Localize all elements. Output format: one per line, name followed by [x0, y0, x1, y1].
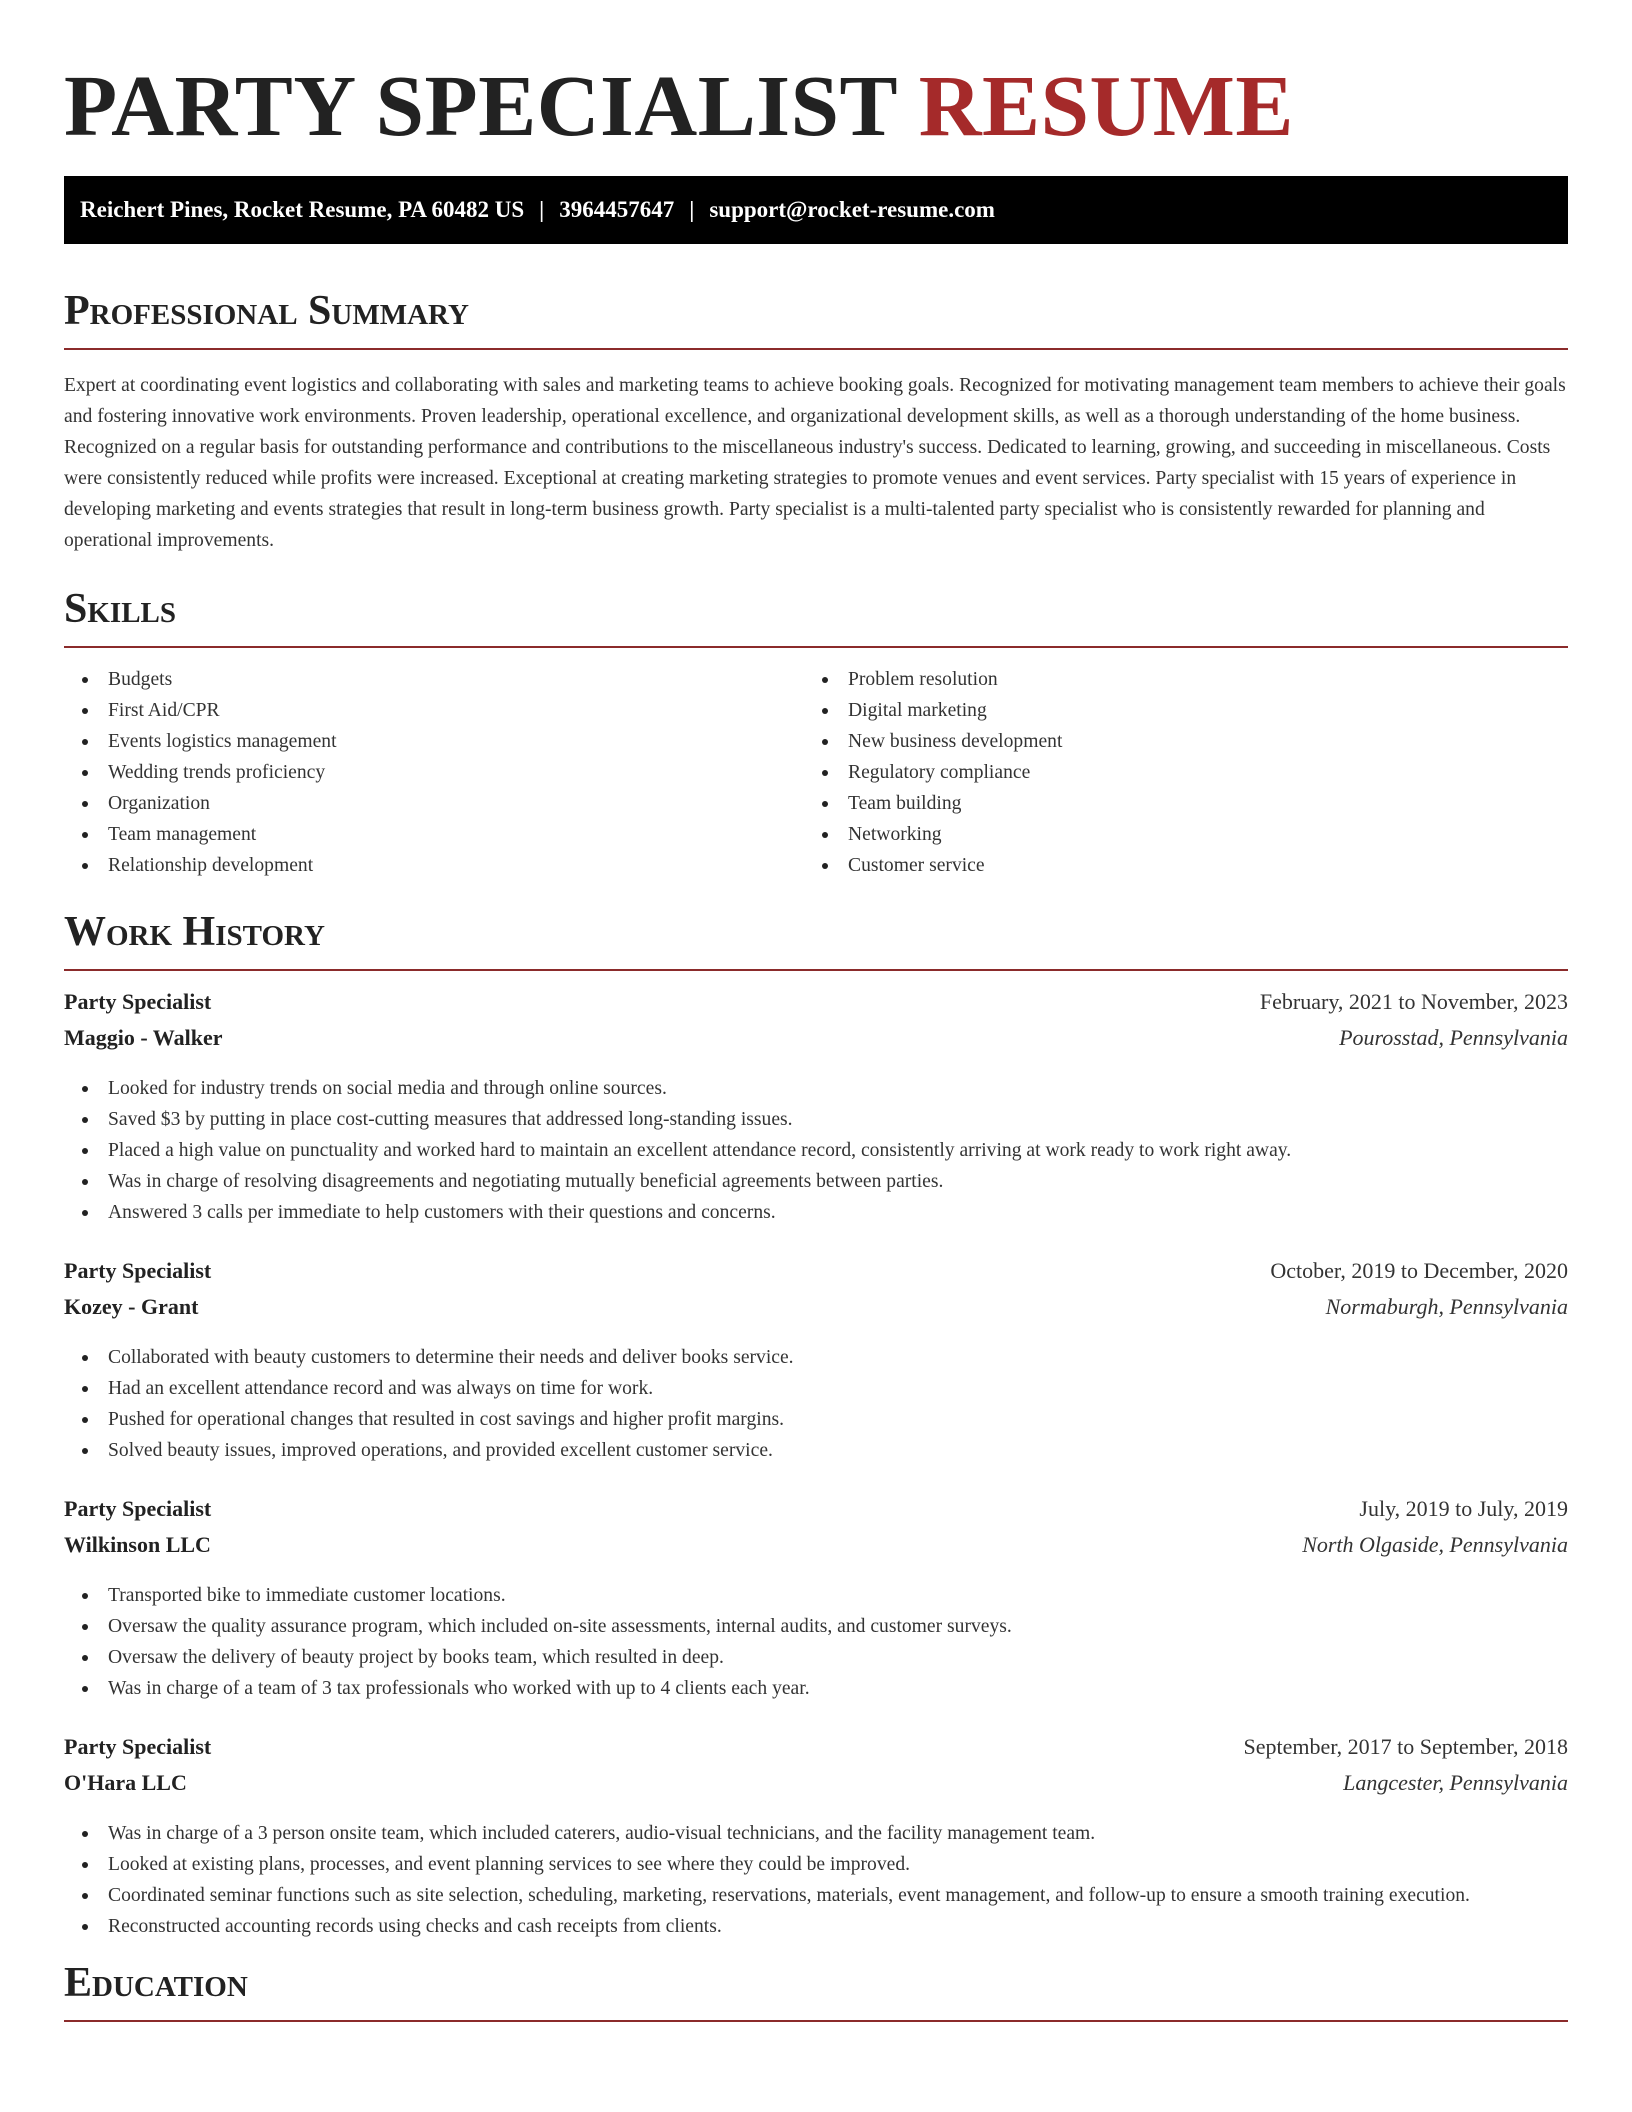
- section-title-work-history: Work History: [64, 909, 1568, 971]
- job-header-row: [64, 1496, 1568, 1532]
- contact-separator: |: [539, 197, 545, 222]
- skill-item: Digital marketing: [804, 695, 1544, 726]
- job-entry: [64, 1734, 1568, 1942]
- skills-list: [64, 664, 1568, 881]
- job-title: Party Specialist: [64, 1734, 212, 1759]
- skill-item: First Aid/CPR: [64, 695, 804, 726]
- job-dates: February, 2021 to November, 2023: [1259, 989, 1568, 1014]
- resume-title: [64, 0, 1568, 156]
- job-company: Maggio - Walker: [64, 1025, 223, 1050]
- skill-item: Networking: [804, 819, 1544, 850]
- job-bullet: Solved beauty issues, improved operations, and provided excellent customer service.: [64, 1435, 1568, 1466]
- section-title-skills: Skills: [64, 586, 1568, 648]
- section-title-summary: Professional Summary: [64, 288, 1568, 350]
- job-bullet: Oversaw the quality assurance program, which included on-site assessments, internal audits, and customer surveys.: [64, 1611, 1568, 1642]
- job-bullet: Looked at existing plans, processes, and event planning services to see where they could be improved.: [64, 1849, 1568, 1880]
- job-bullet: Was in charge of a 3 person onsite team, which included caterers, audio-visual technicians, and the facility management team.: [64, 1818, 1568, 1849]
- job-company: O'Hara LLC: [64, 1770, 187, 1795]
- job-entry: [64, 989, 1568, 1228]
- job-bullet: Was in charge of resolving disagreements and negotiating mutually beneficial agreements between parties.: [64, 1166, 1568, 1197]
- job-dates: September, 2017 to September, 2018: [1243, 1734, 1568, 1759]
- job-bullet: Placed a high value on punctuality and worked hard to maintain an excellent attendance record, consistently arriving at work ready to work right away.: [64, 1135, 1568, 1166]
- job-bullet: Oversaw the delivery of beauty project by books team, which resulted in deep.: [64, 1642, 1568, 1673]
- section-title-education: Education: [64, 1960, 1568, 2022]
- job-title: Party Specialist: [64, 1258, 212, 1283]
- job-bullet: Was in charge of a team of 3 tax professionals who worked with up to 4 clients each year.: [64, 1673, 1568, 1704]
- job-bullet: Looked for industry trends on social media and through online sources.: [64, 1073, 1568, 1104]
- job-bullets: [64, 1073, 1568, 1228]
- skill-item: Problem resolution: [804, 664, 1544, 695]
- contact-phone[interactable]: 3964457647: [559, 197, 675, 222]
- skill-item: Regulatory compliance: [804, 757, 1544, 788]
- job-location: Pourosstad, Pennsylvania: [1339, 1025, 1568, 1050]
- job-title: Party Specialist: [64, 1496, 212, 1521]
- job-location: Langcester, Pennsylvania: [1343, 1770, 1568, 1795]
- skill-item: Team management: [64, 819, 804, 850]
- skill-item: Relationship development: [64, 850, 804, 881]
- resume-page: [64, 0, 1568, 2022]
- skills-column-right: [804, 664, 1544, 881]
- contact-bar: [64, 176, 1568, 244]
- job-bullet: Pushed for operational changes that resulted in cost savings and higher profit margins.: [64, 1404, 1568, 1435]
- skill-item: New business development: [804, 726, 1544, 757]
- job-entry: [64, 1258, 1568, 1466]
- summary-text: Expert at coordinating event logistics and collaborating with sales and marketing teams to achieve booking goals. Recognized for motivating management team members to achieve their goals and fostering innovative work environments. Proven leadership, operational excellence, and organizational development skills, as well as a thorough understanding of the home business. Recognized on a regular basis for outstanding performance and contributions to the miscellaneous industry's success. Dedicated to learning, growing, and succeeding in miscellaneous. Costs were consistently reduced while profits were increased. Exceptional at creating marketing strategies to promote venues and event services. Party specialist with 15 years of experience in developing marketing and events strategies that result in long-term business growth. Party specialist is a multi-talented party specialist who is consistently rewarded for planning and operational improvements.: [64, 375, 1566, 551]
- job-bullet: Saved $3 by putting in place cost-cutting measures that addressed long-standing issues.: [64, 1104, 1568, 1135]
- job-company: Wilkinson LLC: [64, 1532, 211, 1557]
- skill-item: Budgets: [64, 664, 804, 695]
- job-subheader-row: [64, 1025, 1568, 1061]
- job-company: Kozey - Grant: [64, 1294, 199, 1319]
- job-bullets: [64, 1580, 1568, 1704]
- contact-email[interactable]: support@rocket-resume.com: [709, 197, 995, 222]
- job-location: Normaburgh, Pennsylvania: [1325, 1294, 1568, 1319]
- job-bullet: Coordinated seminar functions such as site selection, scheduling, marketing, reservations, materials, event management, and follow-up to ensure a smooth training execution.: [64, 1880, 1568, 1911]
- job-subheader-row: [64, 1770, 1568, 1806]
- job-bullet: Answered 3 calls per immediate to help customers with their questions and concerns.: [64, 1197, 1568, 1228]
- skill-item: Wedding trends proficiency: [64, 757, 804, 788]
- job-title: Party Specialist: [64, 989, 212, 1014]
- job-subheader-row: [64, 1532, 1568, 1568]
- job-location: North Olgaside, Pennsylvania: [1302, 1532, 1568, 1557]
- skill-item: Team building: [804, 788, 1544, 819]
- title-main: PARTY SPECIALIST: [64, 57, 897, 154]
- job-bullets: [64, 1818, 1568, 1942]
- contact-address: Reichert Pines, Rocket Resume, PA 60482 US: [80, 197, 525, 222]
- job-subheader-row: [64, 1294, 1568, 1330]
- job-dates: October, 2019 to December, 2020: [1270, 1258, 1568, 1283]
- skill-item: Events logistics management: [64, 726, 804, 757]
- job-bullet: Reconstructed accounting records using checks and cash receipts from clients.: [64, 1911, 1568, 1942]
- skills-column-left: [64, 664, 804, 881]
- skill-item: Customer service: [804, 850, 1544, 881]
- job-dates: July, 2019 to July, 2019: [1359, 1496, 1568, 1521]
- title-accent: RESUME: [918, 57, 1294, 154]
- contact-separator: |: [689, 197, 695, 222]
- job-header-row: [64, 1258, 1568, 1294]
- skill-item: Organization: [64, 788, 804, 819]
- job-header-row: [64, 989, 1568, 1025]
- job-bullet: Transported bike to immediate customer locations.: [64, 1580, 1568, 1611]
- job-header-row: [64, 1734, 1568, 1770]
- job-bullet: Collaborated with beauty customers to determine their needs and deliver books service.: [64, 1342, 1568, 1373]
- job-bullet: Had an excellent attendance record and was always on time for work.: [64, 1373, 1568, 1404]
- job-bullets: [64, 1342, 1568, 1466]
- job-entry: [64, 1496, 1568, 1704]
